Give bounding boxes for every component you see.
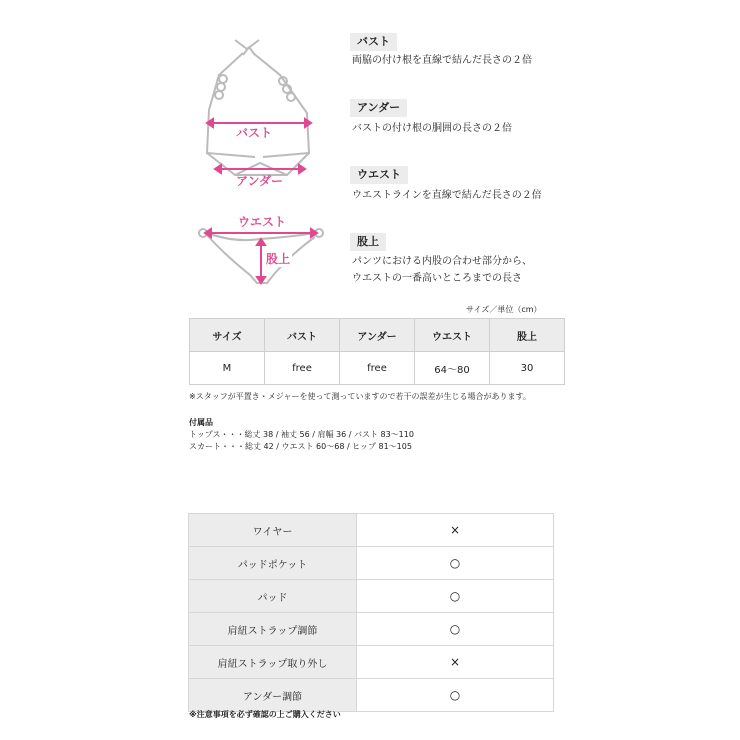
feature-label: アンダー調節 (189, 679, 357, 712)
header-size: サイズ (190, 319, 265, 352)
table-row (189, 580, 554, 613)
table-row (189, 514, 554, 547)
feature-label: パッドポケット (189, 547, 357, 580)
feature-value: ○ (357, 547, 554, 580)
waist-definition: ウエストラインを直線で結んだ長さの２倍 (352, 190, 542, 201)
under-diagram-label: アンダー (236, 174, 284, 188)
feature-value: ○ (357, 580, 554, 613)
header-bust: バスト (265, 319, 340, 352)
feature-value: × (357, 646, 554, 679)
cell-under: free (340, 352, 415, 385)
features-table (188, 513, 554, 712)
cell-waist: 64〜80 (415, 352, 490, 385)
accessories-tops: トップス・・・総丈 38 / 袖丈 56 / 肩幅 36 / バスト 83〜110 (189, 430, 414, 439)
cell-size: M (190, 352, 265, 385)
staff-note: ※スタッフが平置き・メジャーを使って測っていますので若干の誤差が生じる場合があります。 (189, 392, 531, 401)
feature-value: ○ (357, 613, 554, 646)
under-definition: バストの付け根の胴囲の長さの２倍 (352, 123, 512, 134)
rise-definition-line-2: ウエストの一番高いところまでの長さ (352, 273, 522, 284)
table-row (189, 547, 554, 580)
bust-diagram-label: バスト (236, 126, 273, 140)
waist-term: ウエスト (350, 166, 408, 184)
rise-definition-line-1: パンツにおける内股の合わせ部分から、 (352, 256, 532, 267)
feature-value: ○ (357, 679, 554, 712)
feature-label: パッド (189, 580, 357, 613)
feature-label: ワイヤー (189, 514, 357, 547)
size-unit-label: サイズ／単位（cm） (466, 305, 542, 314)
footer-note: ※注意事項を必ず確認の上ご購入ください (189, 710, 341, 719)
header-rise: 股上 (490, 319, 565, 352)
cell-rise: 30 (490, 352, 565, 385)
table-row (189, 613, 554, 646)
feature-label: 肩紐ストラップ取り外し (189, 646, 357, 679)
waist-diagram-label: ウエスト (238, 215, 287, 229)
feature-value: × (357, 514, 554, 547)
table-row (189, 679, 554, 712)
bikini-top-diagram (195, 35, 330, 195)
rise-term: 股上 (350, 233, 386, 251)
under-term: アンダー (350, 99, 407, 117)
size-table-header (190, 319, 565, 352)
cell-bust: free (265, 352, 340, 385)
accessories-skirt: スカート・・・総丈 42 / ウエスト 60〜68 / ヒップ 81〜105 (189, 442, 412, 451)
accessories-title: 付属品 (189, 418, 213, 427)
rise-diagram-label: 股上 (266, 252, 291, 266)
header-under: アンダー (340, 319, 415, 352)
bust-term: バスト (350, 33, 397, 51)
size-table (189, 318, 565, 385)
feature-label: 肩紐ストラップ調節 (189, 613, 357, 646)
table-row (190, 352, 565, 385)
header-waist: ウエスト (415, 319, 490, 352)
bust-definition: 両脇の付け根を直線で結んだ長さの２倍 (352, 55, 532, 66)
table-row (189, 646, 554, 679)
